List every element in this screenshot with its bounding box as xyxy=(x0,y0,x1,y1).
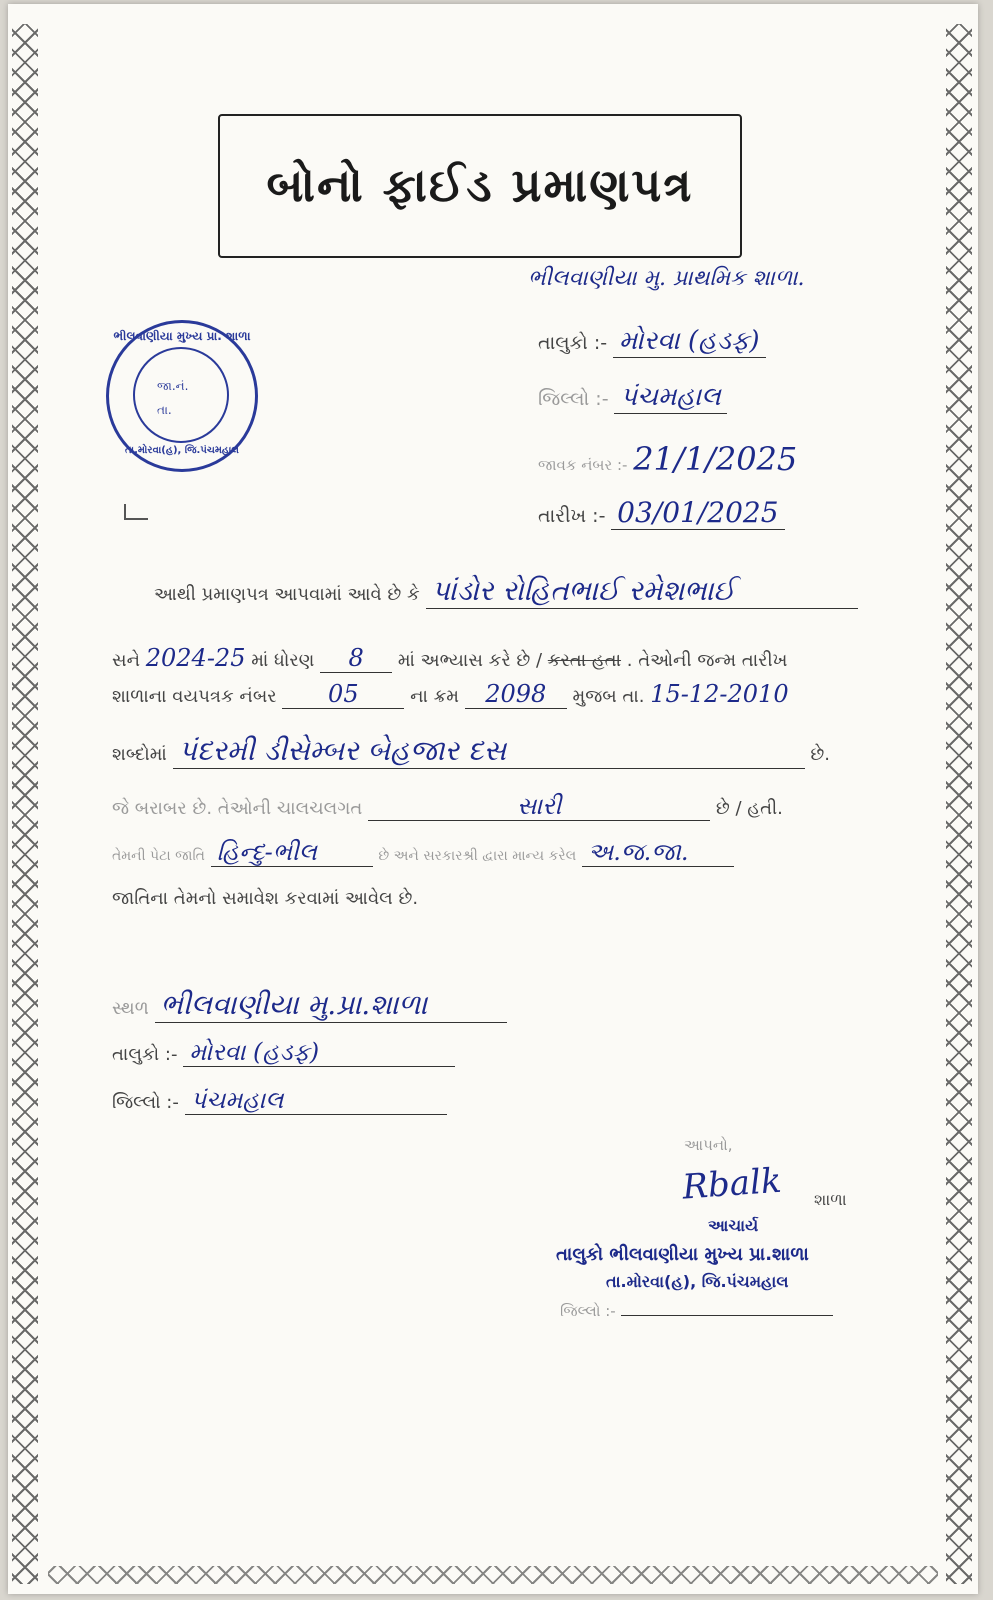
caste-value: હિન્દુ-ભીલ xyxy=(211,838,373,867)
intro-row xyxy=(154,574,858,609)
signature-district-blank xyxy=(621,1301,833,1316)
header-date-row xyxy=(538,496,785,530)
place-value: ભીલવાણીયા મુ.પ્રા.શાળા xyxy=(155,988,507,1023)
footer-taluka-row xyxy=(112,1038,455,1067)
stamp-inner-circle xyxy=(133,347,229,443)
std-value: 8 xyxy=(320,644,392,673)
footer-taluka-label: તાલુકો :- xyxy=(112,1044,178,1065)
bottom-decorative-border xyxy=(48,1566,938,1584)
header-district-row xyxy=(538,382,727,414)
sane-label: સને xyxy=(112,650,140,671)
seal-line1: તાલુકો ભીલવાણીયા મુખ્ય પ્રા.શાળા xyxy=(556,1244,809,1265)
seal-line2: તા.મોરવા(હ), જિ.પંચમહાલ xyxy=(606,1272,789,1291)
header-taluka-row xyxy=(538,326,766,358)
register-value: 05 xyxy=(282,680,404,709)
stamp-line1: જા.નં. xyxy=(157,379,189,393)
words-row xyxy=(112,734,830,769)
outward-value: 21/1/2025 xyxy=(633,440,798,478)
footer-district-row xyxy=(112,1086,447,1115)
footer-district-label: જિલ્લો :- xyxy=(112,1092,179,1113)
header-outward-row xyxy=(538,440,797,478)
designation: આચાર્ય xyxy=(708,1216,759,1235)
dob-label: . તેઓની જન્મ તારીખ xyxy=(626,650,788,671)
stamp-bottom-text: તા.મોરવા(હ), જિ.પંચમહાલ xyxy=(124,445,239,456)
dob-value: 15-12-2010 xyxy=(650,680,789,708)
footer-taluka-value: મોરવા (હડફ) xyxy=(183,1038,455,1067)
right-decorative-border xyxy=(946,24,972,1584)
stamp-top-text: ભીલવાણીયા મુખ્ય પ્રા. શાળા xyxy=(113,329,251,343)
place-row xyxy=(112,988,507,1023)
district-value: પંચમહાલ xyxy=(614,382,727,414)
left-decorative-border xyxy=(12,24,38,1584)
serial-label: ના ક્રમ xyxy=(410,686,460,707)
title-text: બોનો ફાઈડ પ્રમાણપત્ર xyxy=(266,158,694,212)
caste-category: અ.જ.જા. xyxy=(582,838,734,867)
caste-end-row xyxy=(112,888,418,909)
conduct-suffix: છે / હતી. xyxy=(715,798,783,819)
school-rubber-stamp xyxy=(106,320,258,472)
date-label: તારીખ :- xyxy=(538,505,606,527)
caste-label: તેમની પેટા જાતિ xyxy=(112,848,205,864)
certificate-page xyxy=(8,4,978,1594)
taluka-value: મોરવા (હડફ) xyxy=(613,326,766,358)
certificate-title xyxy=(218,114,742,258)
footer-district-value: પંચમહાલ xyxy=(185,1086,447,1115)
place-label: સ્થળ xyxy=(112,998,149,1019)
std-label: માં ધોરણ xyxy=(251,650,315,671)
corner-mark xyxy=(124,504,148,520)
date-value: 03/01/2025 xyxy=(611,496,784,530)
student-name: પાંડોર રોહિતભાઈ રમેશભાઈ xyxy=(426,574,858,609)
register-row xyxy=(112,680,789,709)
conduct-row xyxy=(112,792,783,821)
district-label: જિલ્લો :- xyxy=(538,388,609,410)
as-per-label: મુજબ તા. xyxy=(572,686,645,707)
caste-end-text: જાતિના તેમનો સમાવેશ કરવામાં આવેલ છે. xyxy=(112,888,419,909)
study-text: માં અભ્યાસ કરે છે / xyxy=(397,650,543,671)
taluka-label: તાલુકો :- xyxy=(538,332,608,354)
intro-text: આથી પ્રમાણપત્ર આપવામાં આવે છે કે xyxy=(154,584,420,605)
struck-text: કરતા હતા xyxy=(547,650,622,671)
conduct-label: જે બરાબર છે. તેઓની ચાલચલગત xyxy=(112,798,363,819)
yours-label: આપનો, xyxy=(684,1136,733,1154)
dob-words: પંદરમી ડીસેમ્બર બેહજાર દસ xyxy=(173,734,805,769)
academic-year: 2024-25 xyxy=(145,644,246,672)
words-suffix: છે. xyxy=(810,744,830,765)
signature-district-label: જિલ્લો :- xyxy=(560,1302,616,1320)
principal-signature: Rbalk xyxy=(681,1160,783,1208)
words-label: શબ્દોમાં xyxy=(112,744,167,765)
caste-middle-text: છે અને સરકારશ્રી દ્વારા માન્ય કરેલ xyxy=(378,848,577,864)
serial-value: 2098 xyxy=(465,680,567,709)
conduct-value: સારી xyxy=(368,792,710,821)
caste-row xyxy=(112,838,734,867)
outward-label: જાવક નંબર :- xyxy=(538,456,628,474)
school-name-header: ભીલવાણીયા મુ. પ્રાથમિક શાળા. xyxy=(528,266,805,291)
signature-district-row xyxy=(560,1300,833,1321)
register-label: શાળાના વયપત્રક નંબર xyxy=(112,686,277,707)
signature-school-suffix: શાળા xyxy=(814,1190,847,1209)
study-row xyxy=(112,644,787,673)
stamp-line2: તા. xyxy=(157,403,172,417)
